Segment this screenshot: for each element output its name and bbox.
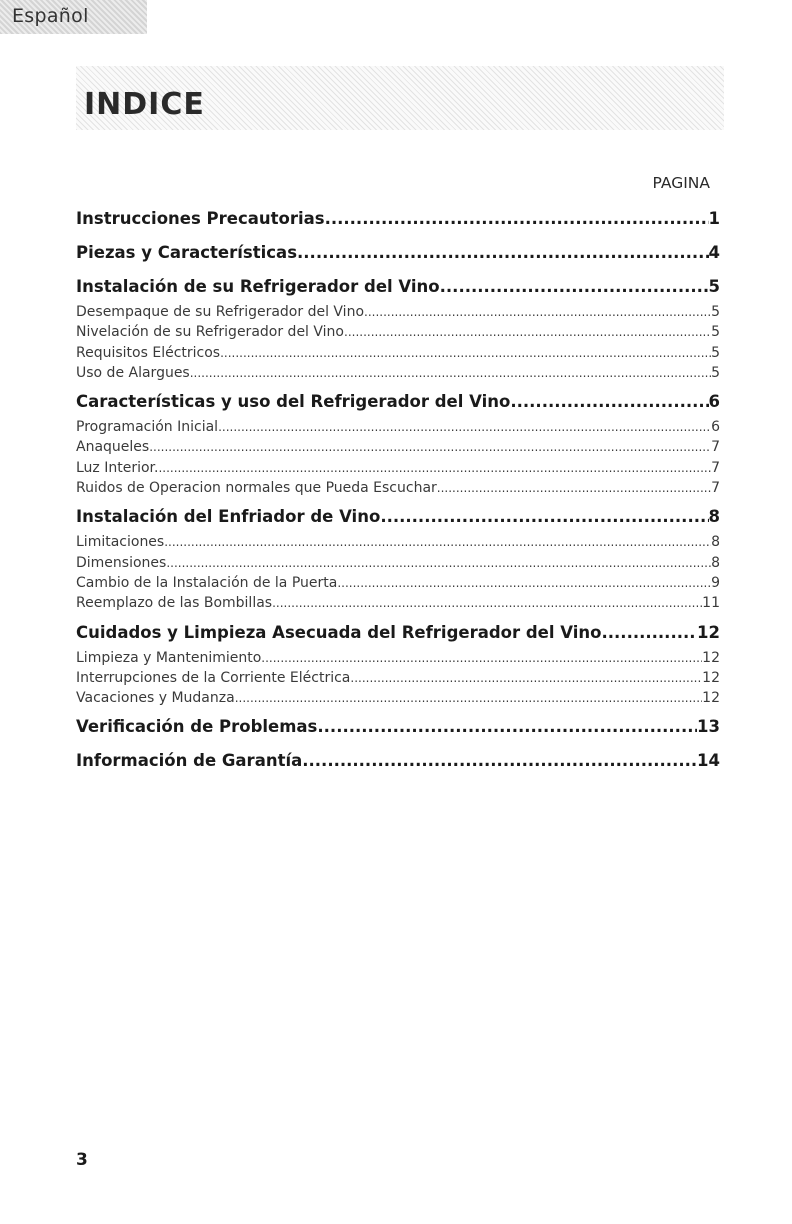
- toc-item[interactable]: [76, 532, 720, 552]
- page-number: 3: [76, 1150, 88, 1170]
- toc-item-title: Interrupciones de la Corriente Eléctrica: [76, 669, 351, 686]
- toc-item-page: 11: [702, 595, 720, 612]
- toc-item-title: Luz Interior.: [76, 459, 159, 476]
- toc-section-page: 12: [697, 622, 720, 642]
- toc-item[interactable]: [76, 417, 720, 437]
- toc-item-title: Programación Inicial: [76, 419, 219, 436]
- toc-section-page: 13: [697, 717, 720, 737]
- dot-leader: [166, 553, 711, 573]
- toc-item[interactable]: [76, 593, 720, 613]
- dot-leader: [149, 437, 711, 457]
- dot-leader: [344, 322, 711, 342]
- toc-item[interactable]: [76, 458, 720, 478]
- toc-item[interactable]: [76, 437, 720, 457]
- toc-item-page: 12: [702, 669, 720, 686]
- toc-item-title: Limpieza y Mantenimiento: [76, 649, 262, 666]
- dot-leader: [325, 204, 709, 234]
- dot-leader: [218, 417, 711, 437]
- toc-item-page: 5: [711, 324, 720, 341]
- dot-leader: [261, 648, 702, 668]
- toc-item-title: Uso de Alargues: [76, 364, 190, 381]
- toc-item-title: Nivelación de su Refrigerador del Vino: [76, 324, 344, 341]
- dot-leader: [272, 593, 702, 613]
- language-tab: [0, 0, 147, 34]
- toc-section-title: Instalación de su Refrigerador del Vino: [76, 277, 440, 296]
- toc-item-page: 8: [711, 554, 720, 571]
- dot-leader: [437, 478, 711, 498]
- toc-item-title: Anaqueles: [76, 439, 150, 456]
- toc-section[interactable]: [76, 712, 720, 742]
- dot-leader: [364, 302, 711, 322]
- dot-leader: [158, 458, 711, 478]
- title-band: [76, 66, 724, 130]
- toc-item-title: Requisitos Eléctricos: [76, 344, 221, 361]
- toc-section-page: 5: [708, 277, 720, 296]
- toc-section[interactable]: [76, 238, 720, 268]
- toc-item-page: 8: [711, 534, 720, 551]
- toc-item-title: Cambio de la Instalación de la Puerta: [76, 574, 338, 591]
- toc-item[interactable]: [76, 648, 720, 668]
- toc-item[interactable]: [76, 688, 720, 708]
- dot-leader: [235, 688, 702, 708]
- toc-item[interactable]: [76, 343, 720, 363]
- toc-item-title: Vacaciones y Mudanza: [76, 690, 235, 707]
- toc-item-page: 12: [702, 690, 720, 707]
- toc-item[interactable]: [76, 573, 720, 593]
- dot-leader: [297, 238, 709, 268]
- dot-leader: [440, 272, 709, 302]
- table-of-contents: [76, 200, 720, 776]
- dot-leader: [602, 618, 698, 648]
- toc-section[interactable]: [76, 618, 720, 648]
- toc-section-page: 1: [708, 209, 720, 228]
- toc-item-title: Desempaque de su Refrigerador del Vino: [76, 304, 365, 320]
- page-title: INDICE: [84, 87, 205, 122]
- toc-section-page: 6: [708, 392, 720, 412]
- toc-section-title: Instrucciones Precautorias: [76, 209, 325, 228]
- toc-section[interactable]: [76, 387, 720, 417]
- toc-section[interactable]: [76, 204, 720, 234]
- toc-section[interactable]: [76, 746, 720, 776]
- toc-item[interactable]: [76, 322, 720, 342]
- toc-item-title: Ruidos de Operacion normales que Pueda Escuchar: [76, 480, 437, 497]
- toc-section-title: Instalación del Enfriador de Vino: [76, 507, 381, 527]
- dot-leader: [350, 668, 702, 688]
- page-column-header: PAGINA: [652, 174, 710, 192]
- dot-leader: [380, 502, 708, 532]
- toc-section-title: Características y uso del Refrigerador del Vino: [76, 392, 511, 412]
- dot-leader: [337, 573, 711, 593]
- dot-leader: [317, 712, 697, 742]
- toc-item-page: 5: [711, 364, 720, 381]
- toc-item[interactable]: [76, 363, 720, 383]
- toc-item-page: 5: [711, 344, 720, 361]
- dot-leader: [302, 746, 697, 776]
- language-tab-label: Español: [12, 5, 89, 27]
- toc-section-page: 14: [697, 751, 720, 771]
- dot-leader: [510, 387, 708, 417]
- toc-item-page: 7: [711, 459, 720, 476]
- toc-item[interactable]: [76, 478, 720, 498]
- toc-item-page: 9: [711, 574, 720, 591]
- toc-item[interactable]: [76, 302, 720, 322]
- toc-item-page: 7: [711, 439, 720, 456]
- dot-leader: [190, 363, 711, 383]
- toc-item-page: 5: [711, 304, 720, 320]
- toc-section-title: Verificación de Problemas: [76, 717, 318, 737]
- toc-item-title: Reemplazo de las Bombillas: [76, 595, 273, 612]
- toc-section-page: 8: [708, 507, 720, 527]
- toc-item-page: 7: [711, 480, 720, 497]
- toc-section[interactable]: [76, 272, 720, 302]
- toc-item-page: 12: [702, 649, 720, 666]
- toc-item-title: Limitaciones: [76, 534, 165, 551]
- toc-item[interactable]: [76, 668, 720, 688]
- toc-section-title: Información de Garantía: [76, 751, 303, 771]
- toc-section[interactable]: [76, 502, 720, 532]
- toc-section-page: 4: [708, 243, 720, 262]
- toc-item-page: 6: [711, 419, 720, 436]
- toc-item-title: Dimensiones: [76, 554, 167, 571]
- toc-section-title: Piezas y Características: [76, 243, 298, 262]
- dot-leader: [164, 532, 711, 552]
- toc-section-title: Cuidados y Limpieza Asecuada del Refrigerador del Vino: [76, 622, 602, 642]
- dot-leader: [220, 343, 711, 363]
- toc-item[interactable]: [76, 553, 720, 573]
